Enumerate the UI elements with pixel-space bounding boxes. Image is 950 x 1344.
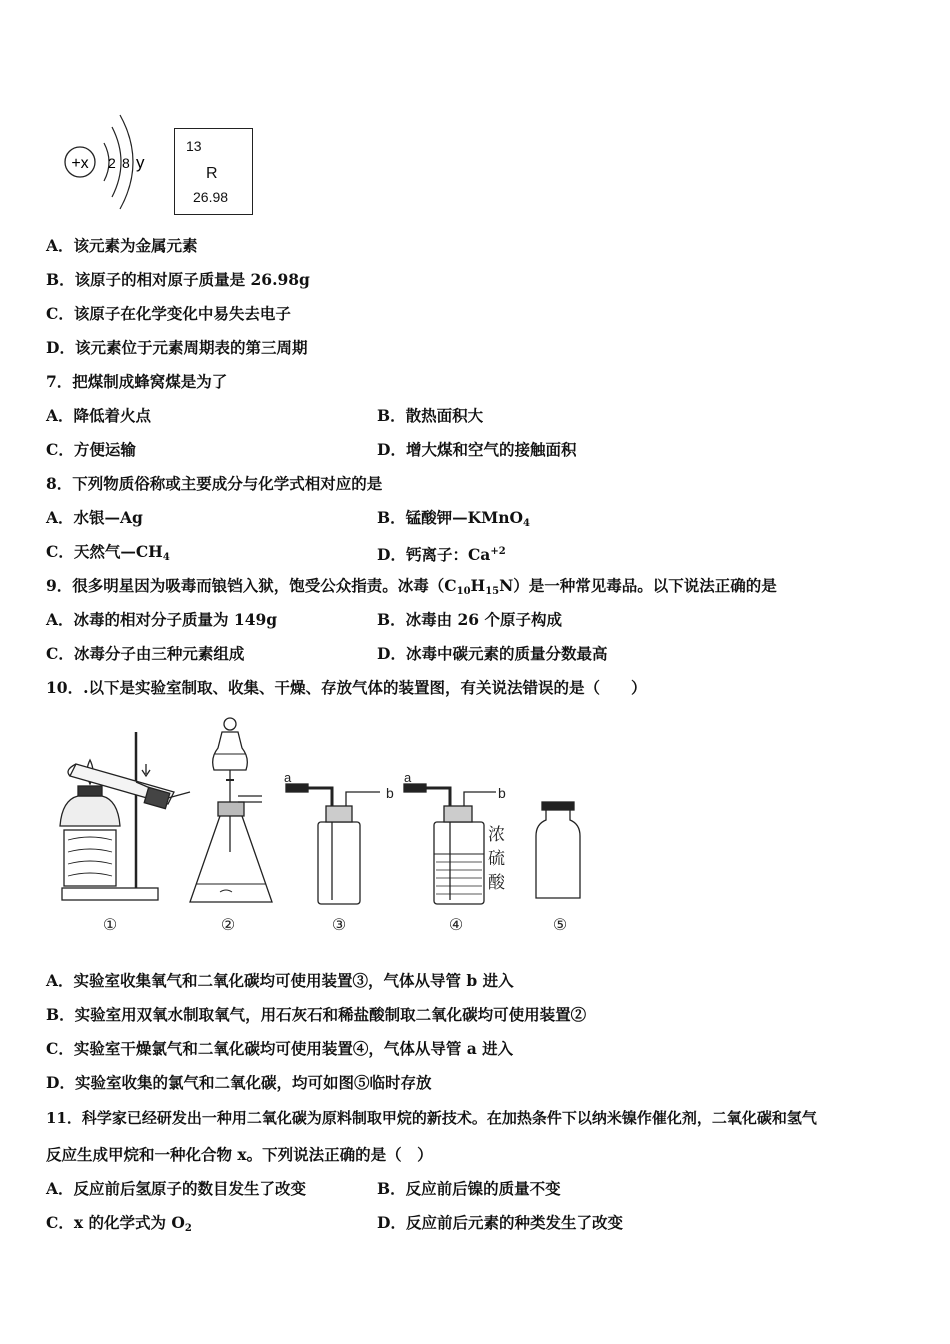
q8-option-b: B．锰酸钾—KMnO$_4$ — [377, 508, 530, 529]
q11-option-a: A．反应前后氢原子的数目发生了改变 — [46, 1179, 307, 1198]
q9-option-a: A．冰毒的相对分子质量为 149g — [46, 610, 278, 629]
acid-label-char-3: 酸 — [488, 873, 505, 892]
element-atomic-mass: 26.98 — [193, 189, 229, 205]
q6-option-a: A．该元素为金属元素 — [46, 236, 198, 255]
acid-label-char-1: 浓 — [488, 825, 505, 844]
q11-stem-line-2: 反应生成甲烷和一种化合物 x。下列说法正确的是（ ） — [46, 1145, 433, 1164]
q11-option-d: D．反应前后元素的种类发生了改变 — [377, 1213, 623, 1232]
apparatus-5 — [536, 802, 580, 898]
apparatus-figure — [50, 712, 610, 940]
apparatus-3 — [286, 784, 380, 904]
shell-2-electrons: 8 — [122, 155, 130, 171]
q7-option-d: D．增大煤和空气的接触面积 — [377, 440, 577, 459]
shell-3-electrons: y — [136, 153, 145, 172]
q6-option-d: D．该元素位于元素周期表的第三周期 — [46, 338, 308, 357]
q6-option-c: C．该原子在化学变化中易失去电子 — [46, 304, 291, 323]
q11-stem-line-1: 11．科学家已经研发出一种用二氧化碳为原料制取甲烷的新技术。在加热条件下以纳米镍作催化剂，二氧化碳和氢气 — [46, 1109, 817, 1127]
apparatus-1 — [60, 732, 190, 900]
q8-option-d: D．钙离子：$Ca^{+2}$ — [377, 545, 506, 564]
q7-option-b: B．散热面积大 — [377, 406, 484, 425]
apparatus-3-tube-a: a — [284, 770, 292, 785]
q9-option-b: B．冰毒由 26 个原子构成 — [377, 610, 562, 629]
q11-option-c: C．x 的化学式为 $O_2$ — [46, 1213, 192, 1234]
apparatus-svg — [50, 712, 610, 940]
q10-option-d: D．实验室收集的氯气和二氧化碳，均可如图⑤临时存放 — [46, 1073, 432, 1092]
q7-stem: 7．把煤制成蜂窝煤是为了 — [46, 372, 228, 391]
apparatus-label-1: ① — [102, 917, 118, 934]
q10-option-a: A．实验室收集氧气和二氧化碳均可使用装置③，气体从导管 b 进入 — [46, 971, 514, 990]
apparatus-label-2: ② — [220, 917, 236, 934]
element-atomic-number: 13 — [186, 138, 202, 154]
q9-stem: 9．很多明星因为吸毒而锒铛入狱，饱受公众指责。冰毒$(C_{10}H_{15}N)$是一种常见毒品。以下说法正确的是 — [46, 576, 777, 597]
apparatus-label-4: ④ — [448, 917, 464, 934]
nucleus-charge: +x — [71, 155, 89, 172]
q7-option-a: A．降低着火点 — [46, 406, 152, 425]
apparatus-4 — [404, 784, 496, 904]
q10-stem: 10．.以下是实验室制取、收集、干燥、存放气体的装置图，有关说法错误的是（ ） — [46, 678, 647, 697]
q8-option-a: A．水银—Ag — [46, 508, 143, 527]
q10-option-c: C．实验室干燥氯气和二氧化碳均可使用装置④，气体从导管 a 进入 — [46, 1039, 514, 1058]
apparatus-label-5: ⑤ — [552, 917, 568, 934]
q6-option-b: B．该原子的相对原子质量是 26.98g — [46, 270, 310, 289]
element-symbol: R — [206, 165, 218, 182]
apparatus-2 — [190, 718, 272, 902]
apparatus-4-tube-a: a — [404, 770, 412, 785]
q7-option-c: C．方便运输 — [46, 440, 136, 459]
q8-stem: 8．下列物质俗称或主要成分与化学式相对应的是 — [46, 474, 383, 493]
apparatus-4-tube-b: b — [498, 785, 506, 801]
q9-option-d: D．冰毒中碳元素的质量分数最高 — [377, 644, 608, 663]
shell-1-electrons: 2 — [108, 155, 116, 171]
apparatus-3-tube-b: b — [386, 785, 394, 801]
apparatus-label-3: ③ — [331, 917, 347, 934]
q9-option-c: C．冰毒分子由三种元素组成 — [46, 644, 245, 663]
acid-label-char-2: 硫 — [488, 849, 505, 868]
q10-option-b: B．实验室用双氧水制取氧气，用石灰石和稀盐酸制取二氧化碳均可使用装置② — [46, 1005, 587, 1024]
q8-option-c: C．天然气$—CH_4$ — [46, 542, 170, 563]
element-cell — [174, 128, 253, 215]
q11-option-b: B．反应前后镍的质量不变 — [377, 1179, 561, 1198]
